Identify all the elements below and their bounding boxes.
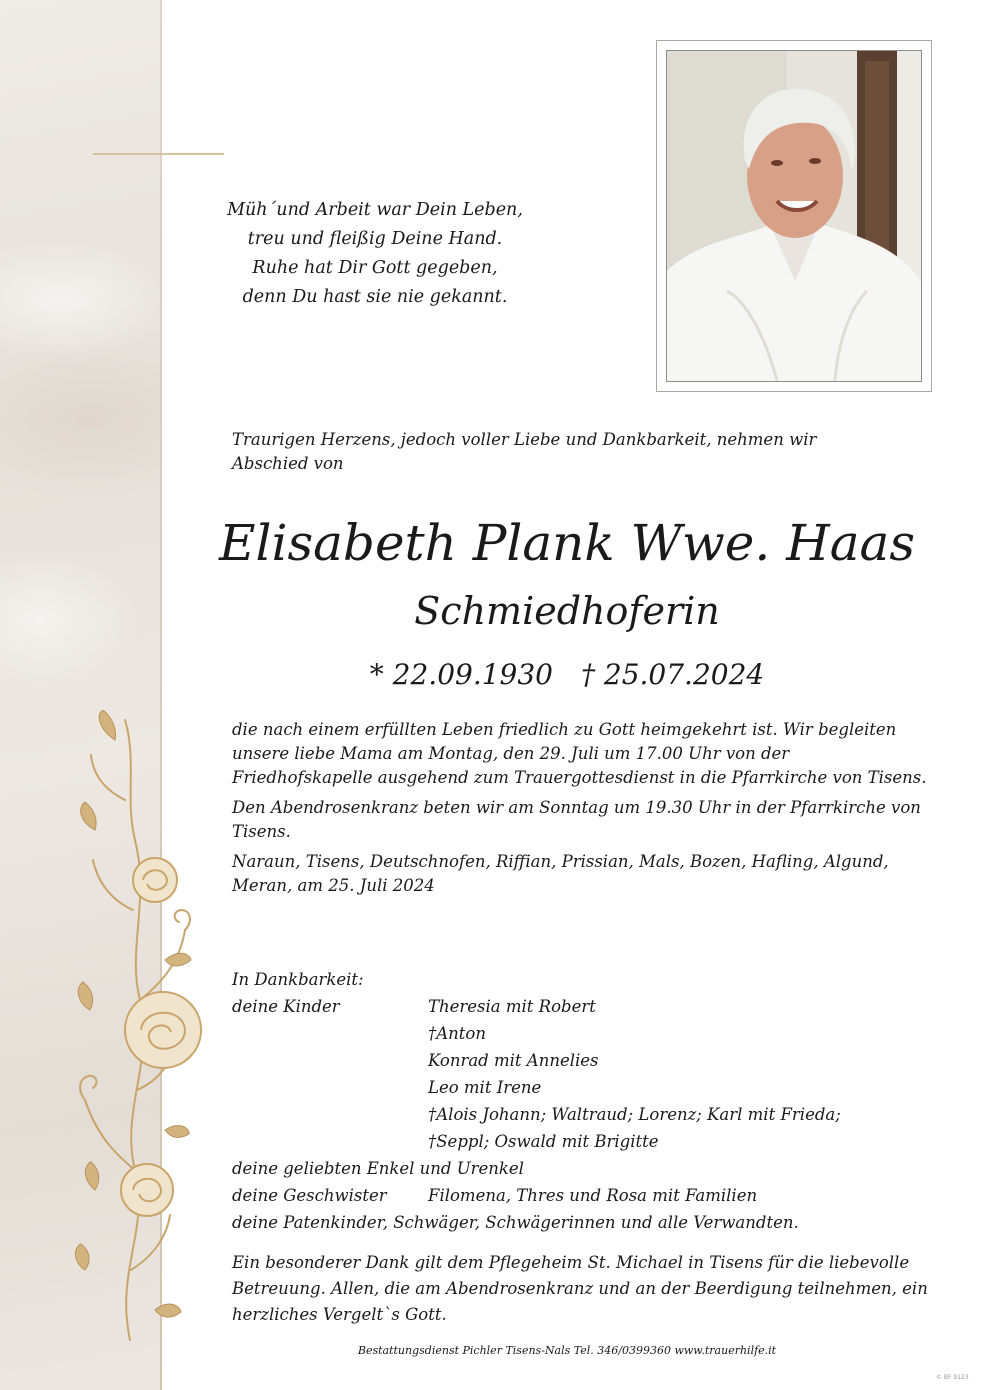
child-entry: Leo mit Irene <box>428 1078 542 1097</box>
rosary-paragraph: Den Abendrosenkranz beten wir am Sonntag um 19.30 Uhr in der Pfarrkirche von Tisens. <box>232 798 921 841</box>
print-stamp: © BF 9123 <box>936 1374 969 1381</box>
rose-vine-ornament <box>55 710 205 1350</box>
accent-line <box>93 153 224 155</box>
family-row <box>232 1182 952 1209</box>
grandchildren-line: deine geliebten Enkel und Urenkel <box>232 1159 524 1178</box>
relatives-line: deine Patenkinder, Schwäger, Schwägerinnen und alle Verwandten. <box>232 1213 799 1232</box>
verse-line: denn Du hast sie nie gekannt. <box>242 287 508 307</box>
memorial-verse <box>160 196 590 312</box>
portrait-frame <box>656 40 932 392</box>
verse-line: Müh´und Arbeit war Dein Leben, <box>227 200 523 220</box>
location-date: Naraun, Tisens, Deutschnofen, Riffian, Prissian, Mals, Bozen, Hafling, Algund, Meran, am 25. Juli 2024 <box>232 852 889 895</box>
child-entry: †Alois Johann; Waltraud; Lorenz; Karl mit Frieda; <box>428 1105 841 1124</box>
funeral-service-footer: Bestattungsdienst Pichler Tisens-Nals Tel. 346/0399360 www.trauerhilfe.it <box>357 1344 777 1357</box>
family-list <box>232 966 952 1236</box>
funeral-details <box>232 718 932 914</box>
intro-text: Traurigen Herzens, jedoch voller Liebe und Dankbarkeit, nehmen wir Abschied von <box>232 430 817 473</box>
child-entry: Theresia mit Robert <box>428 997 596 1016</box>
family-row <box>232 1047 952 1074</box>
verse-line: Ruhe hat Dir Gott gegeben, <box>252 258 498 278</box>
family-heading: In Dankbarkeit: <box>232 970 364 989</box>
birth-date: * 22.09.1930 <box>369 658 553 691</box>
child-entry: †Seppl; Oswald mit Brigitte <box>428 1132 659 1151</box>
child-entry: †Anton <box>428 1024 486 1043</box>
family-row <box>232 993 952 1020</box>
child-entry: Konrad mit Annelies <box>428 1051 599 1070</box>
life-dates <box>162 654 972 696</box>
deceased-name: Elisabeth Plank Wwe. Haas <box>218 514 916 572</box>
funeral-paragraph: die nach einem erfüllten Leben friedlich zu Gott heimgekehrt ist. Wir begleiten unsere liebe Mama am Montag, den 29. Juli um 17.00 Uhr von der Friedhofskapelle ausgehend zum Trauergottesdienst in die Pfarrkirche von Tisens. <box>232 720 927 787</box>
thanks-paragraph: Ein besonderer Dank gilt dem Pflegeheim St. Michael in Tisens für die liebevolle Betreuung. Allen, die am Abendrosenkranz und an der Beerdigung teilnehmen, ein herzliches Vergelt`s Gott. <box>232 1253 928 1324</box>
children-label: deine Kinder <box>232 997 340 1016</box>
farm-name: Schmiedhoferin <box>414 589 720 633</box>
family-row <box>232 1074 952 1101</box>
family-row <box>232 1101 952 1128</box>
siblings-label: deine Geschwister <box>232 1186 387 1205</box>
family-row <box>232 1128 952 1155</box>
family-row <box>232 1020 952 1047</box>
death-date: † 25.07.2024 <box>581 658 765 691</box>
siblings-entry: Filomena, Thres und Rosa mit Familien <box>428 1186 758 1205</box>
portrait-photo <box>666 50 922 382</box>
verse-line: treu und fleißig Deine Hand. <box>247 229 503 249</box>
